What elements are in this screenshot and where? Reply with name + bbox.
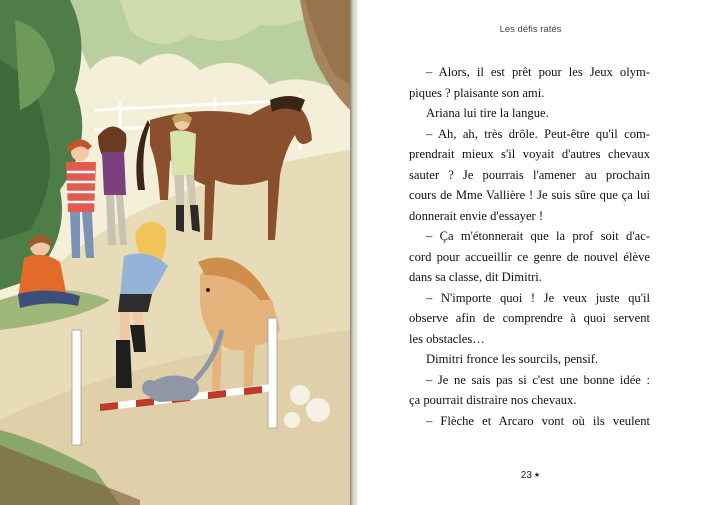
text-line: Ariana lui tire la langue. <box>426 106 549 120</box>
text-line: – N'importe quoi ! Je veux juste qu'il <box>426 290 650 305</box>
text-line: – Ah, ah, très drôle. Peut-être qu'il com- <box>426 126 650 141</box>
running-head: Les défis ratés <box>499 24 562 35</box>
text-page <box>358 0 703 505</box>
text-line: – Ça m'étonnerait que la prof soit d'ac- <box>426 229 650 243</box>
text-line: – Alors, il est prêt pour les Jeux olym- <box>426 65 650 79</box>
text-line: cours de Mme Vallière ! Je suis sûre que ça lui <box>409 188 650 202</box>
riding-arena-illustration <box>0 0 350 505</box>
body-text <box>409 62 650 431</box>
text-line: – Flèche et Arcaro vont où ils veulent <box>426 413 650 428</box>
text-line: donnerait envie d'essayer ! <box>409 208 544 223</box>
text-line: – Je ne sais pas si c'est une bonne idée : <box>426 372 650 387</box>
text-line: dans sa classe, dit Dimitri. <box>409 270 542 284</box>
text-line: piques ? plaisante son ami. <box>409 85 545 100</box>
text-line: observe afin de comprendre à quoi servent <box>409 311 650 325</box>
text-line: les obstacles… <box>409 331 485 346</box>
star-icon: ★ <box>533 472 541 479</box>
book-gutter <box>350 0 358 505</box>
text-line: Dimitri fronce les sourcils, pensif. <box>426 352 599 366</box>
page-number <box>358 470 703 481</box>
text-line: ça pourrait distraire nos chevaux. <box>409 393 577 407</box>
text-line: cord pour accueillir ce genre de nouvel élève <box>409 249 650 264</box>
page-number-value: 23 <box>520 470 532 481</box>
text-line: prendrait mieux s'il voyait d'autres chevaux <box>409 147 650 161</box>
text-line: sauter ? Je pourrais l'amener au prochain <box>409 167 650 182</box>
